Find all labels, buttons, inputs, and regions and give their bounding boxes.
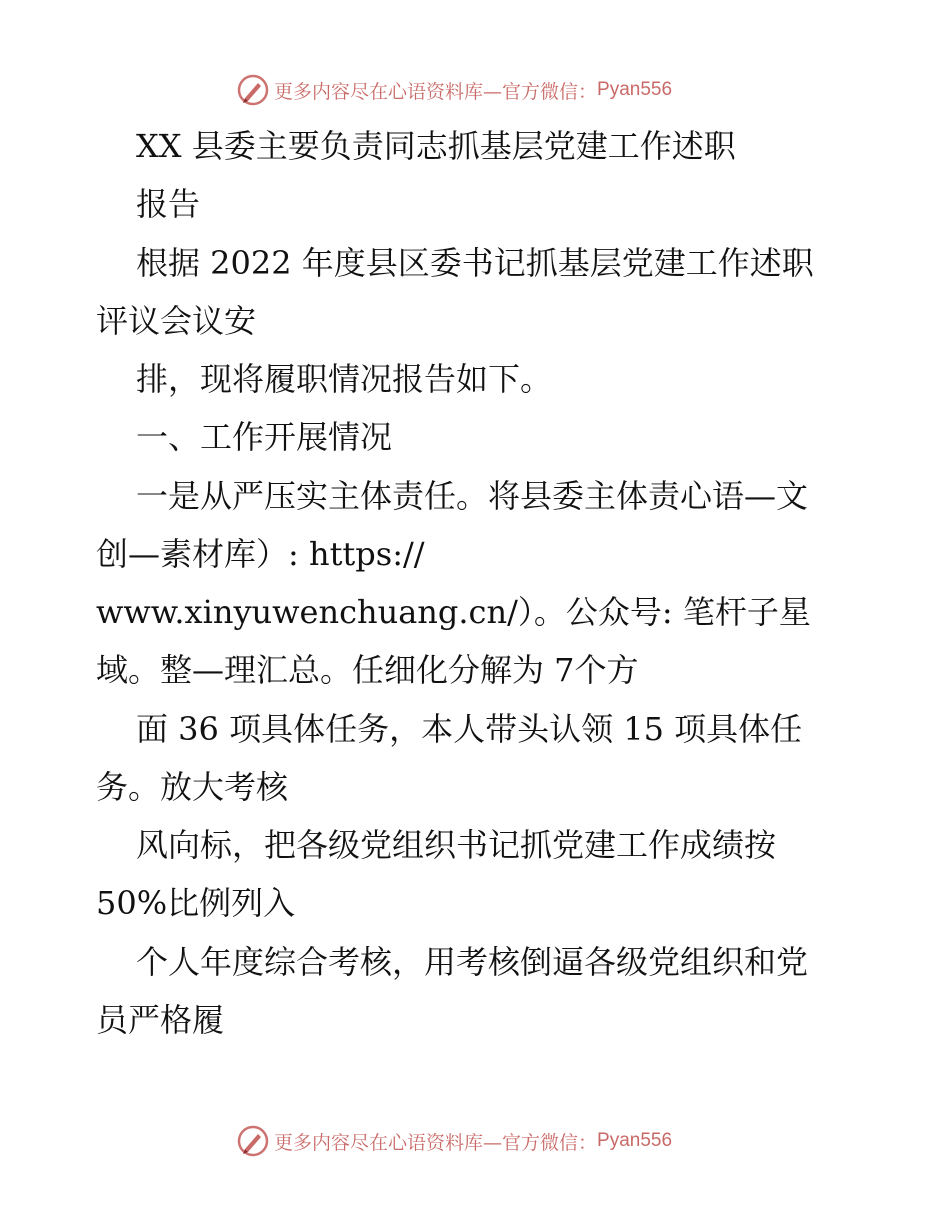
paragraph-line: 风向标，把各级党组织书记抓党建工作成绩按: [136, 826, 777, 864]
watermark-wechat-id: Pyan556: [597, 79, 673, 100]
paragraph-line: 员严格履: [96, 1001, 225, 1039]
footer-watermark: [236, 1123, 672, 1159]
paragraph-line: 面 36 项具体任务，本人带头认领 15 项具体任: [136, 710, 803, 748]
watermark-wechat-id: Pyan556: [597, 1130, 673, 1151]
pen-logo-icon: [236, 1124, 270, 1158]
paragraph-line: 排，现将履职情况报告如下。: [136, 360, 553, 398]
paragraph-line: 50%比例列入: [96, 884, 296, 922]
paragraph-line: 域。整—理汇总。任细化分解为 7个方: [96, 651, 639, 689]
paragraph-line: 一是从严压实主体责任。将县委主体责心语—文: [136, 477, 809, 515]
paragraph-line: 务。放大考核: [96, 768, 289, 806]
header-watermark: [236, 72, 672, 108]
title-line-2: 报告: [136, 185, 201, 223]
paragraph-line: 个人年度综合考核，用考核倒逼各级党组织和党: [136, 943, 809, 981]
pen-logo-icon: [236, 73, 270, 107]
title-line-1: XX 县委主要负责同志抓基层党建工作述职: [136, 127, 736, 165]
paragraph-line: 创—素材库）: https://: [96, 535, 425, 573]
paragraph-line: 根据 2022 年度县区委书记抓基层党建工作述职: [136, 244, 814, 282]
paragraph-line: www.xinyuwenchuang.cn/）。公众号: 笔杆子星: [96, 593, 811, 631]
watermark-text: 更多内容尽在心语资料库—官方微信：: [274, 80, 598, 103]
watermark-text: 更多内容尽在心语资料库—官方微信：: [274, 1131, 598, 1154]
paragraph-line: 评议会议安: [96, 302, 257, 340]
section-heading: 一、工作开展情况: [136, 418, 393, 456]
